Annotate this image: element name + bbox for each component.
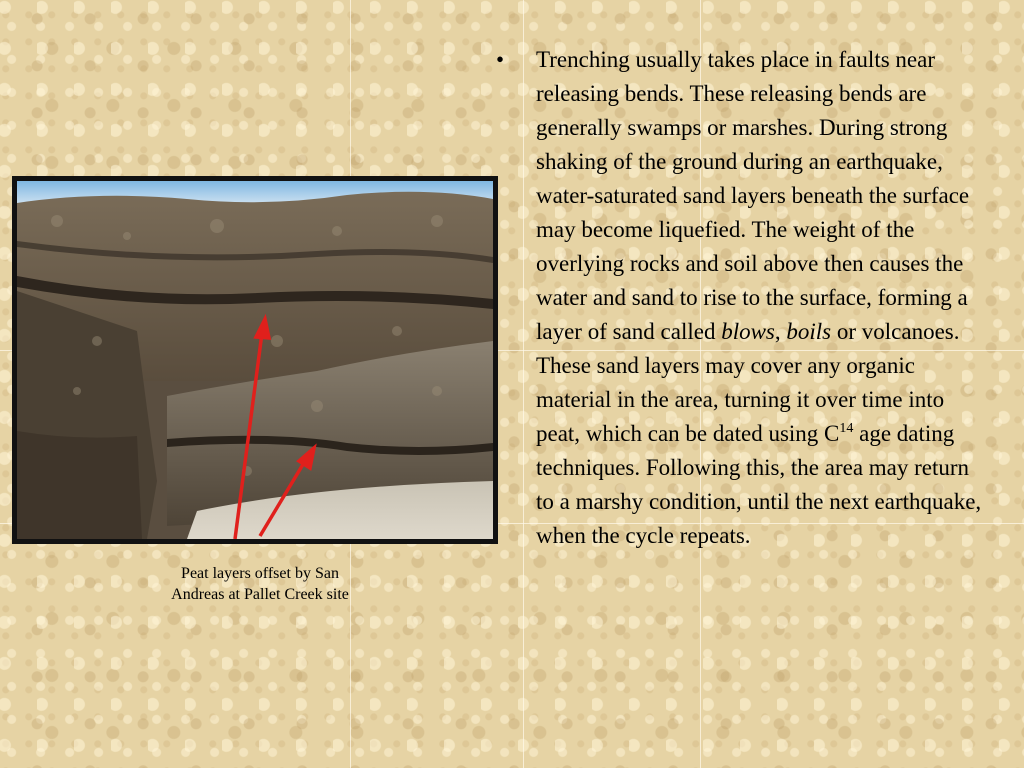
caption-line-2: Andreas at Pallet Creek site — [171, 586, 349, 603]
caption-line-1: Peat layers offset by San — [181, 565, 339, 582]
text-part-3: age dating techniques. Following this, the area may return to a marshy condition, until the next earthquake, when the cycle repeats. — [536, 421, 982, 548]
term-boils: boils — [786, 319, 832, 344]
text-comma: , — [774, 319, 787, 344]
trench-photo — [17, 181, 493, 539]
carbon-superscript: 14 — [839, 421, 854, 436]
text-part-2: or volcanoes. These sand layers may cover any organic material in the area, turning it over time into peat, which can be dated using C — [536, 319, 960, 446]
bullet-marker: • — [496, 47, 505, 72]
photo-frame — [12, 176, 498, 544]
bullet-item — [496, 43, 986, 553]
bullet-paragraph — [536, 43, 986, 553]
photo-caption — [120, 563, 400, 605]
term-blows: blows — [721, 319, 775, 344]
text-part-1: Trenching usually takes place in faults near releasing bends. These releasing bends are generally swamps or marshes. During strong shaking of the ground during an earthquake, water-saturated sand layers beneath the surface may become liquefied. The weight of the overlying rocks and soil above then causes the water and sand to rise to the surface, forming a layer of sand called — [536, 47, 970, 344]
